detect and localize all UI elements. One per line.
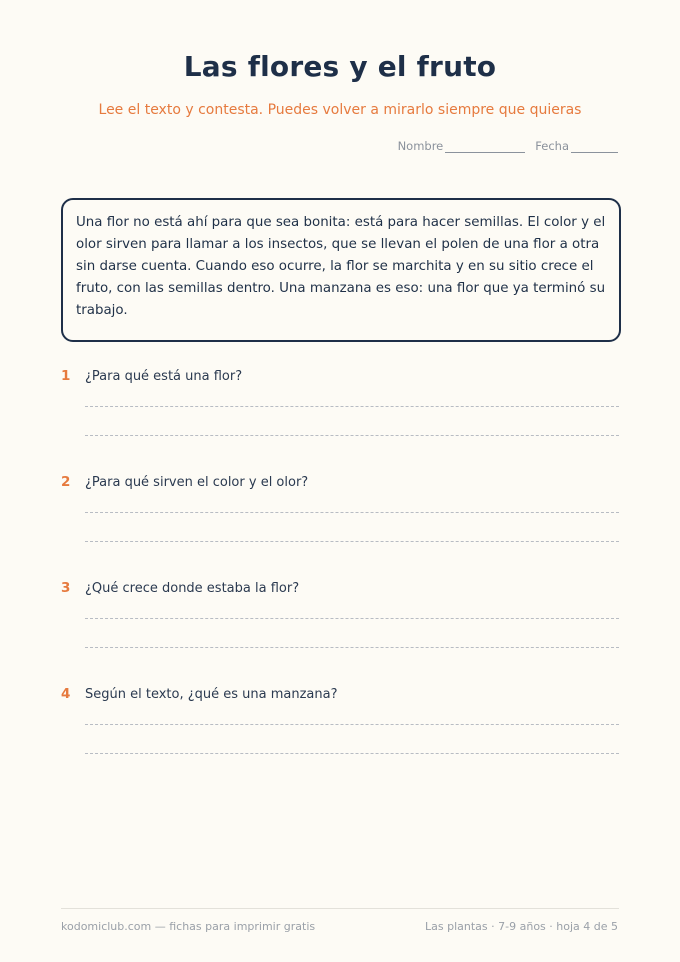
question-number: 4: [61, 686, 71, 702]
question-3: [61, 580, 619, 648]
footer-divider: [61, 908, 619, 909]
reading-text-box: Una flor no está ahí para que sea bonita: está para hacer semillas. El color y el olor sirven para llamar a los insectos, que se llevan el polen de una flor a otra sin darse cuenta. Cuando eso ocurre, la flor se marchita y en su sitio crece el fruto, con las semillas dentro. Una manzana es eso: una flor que ya terminó su trabajo.: [61, 198, 621, 342]
question-number: 2: [61, 474, 71, 490]
answer-line: [85, 724, 619, 725]
date-blank-line: [571, 140, 618, 153]
question-text: ¿Para qué está una flor?: [85, 369, 243, 384]
answer-line: [85, 541, 619, 542]
answer-line: [85, 647, 619, 648]
footer-page-info: Las plantas · 7-9 años · hoja 4 de 5: [425, 920, 618, 933]
page-title: Las flores y el fruto: [183, 50, 497, 83]
question-text: ¿Para qué sirven el color y el olor?: [85, 475, 309, 490]
question-text: Según el texto, ¿qué es una manzana?: [85, 687, 338, 702]
question-4: [61, 686, 619, 754]
question-1: [61, 368, 619, 436]
name-date-fields: [398, 139, 618, 153]
instructions-subtitle: Lee el texto y contesta. Puedes volver a mirarlo siempre que quieras: [98, 102, 582, 118]
question-number: 3: [61, 580, 71, 596]
answer-line: [85, 435, 619, 436]
answer-line: [85, 753, 619, 754]
date-label: Fecha: [535, 139, 569, 153]
answer-line: [85, 512, 619, 513]
question-number: 1: [61, 368, 71, 384]
name-label: Nombre: [397, 139, 444, 153]
question-2: [61, 474, 619, 542]
footer-site-credit: kodomiclub.com — fichas para imprimir gratis: [61, 920, 316, 933]
name-blank-line: [445, 140, 525, 153]
question-text: ¿Qué crece donde estaba la flor?: [85, 581, 300, 596]
answer-line: [85, 406, 619, 407]
answer-line: [85, 618, 619, 619]
